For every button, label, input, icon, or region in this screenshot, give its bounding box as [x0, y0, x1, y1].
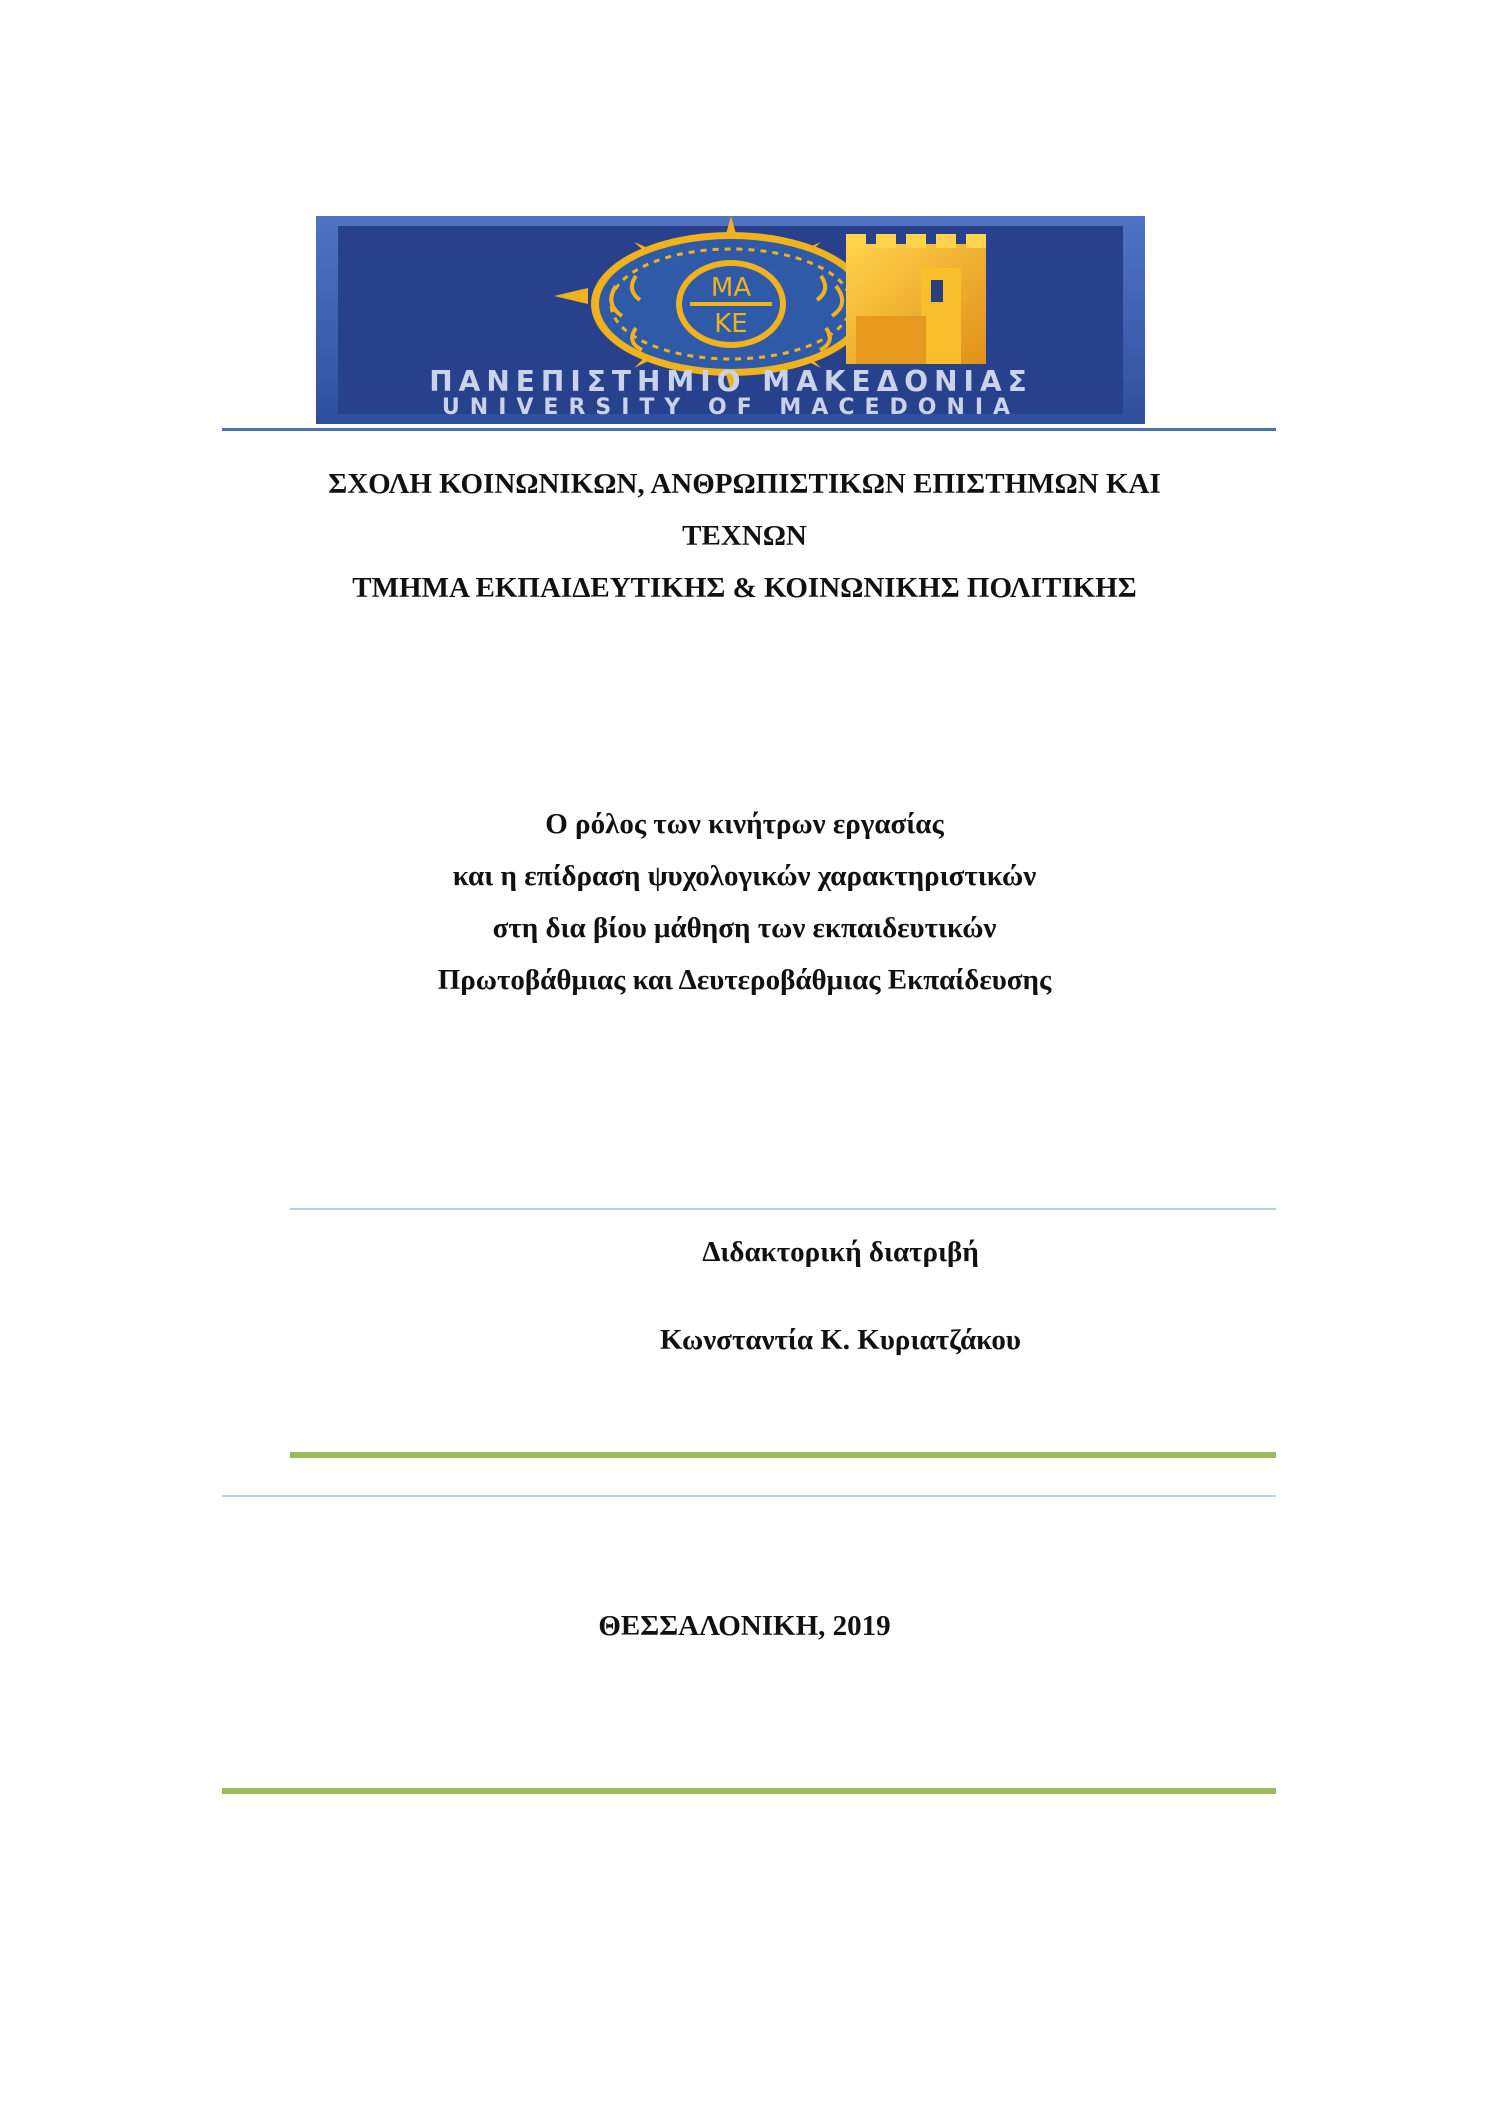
thesis-title-line2: και η επίδραση ψυχολογικών χαρακτηριστικών [452, 860, 1037, 892]
green-rule-bottom [222, 1788, 1276, 1794]
divider-rule-lower [222, 1495, 1276, 1497]
thesis-title-line1: Ο ρόλος των κινήτρων εργασίας [545, 808, 944, 840]
divider-rule [290, 1208, 1276, 1210]
green-rule-top [290, 1452, 1276, 1458]
header-rule [222, 428, 1276, 431]
thesis-title-line3: στη δια βίου μάθηση των εκπαιδευτικών [492, 912, 997, 944]
author-name: Κωνσταντία Κ. Κυριατζάκου [660, 1324, 1021, 1356]
university-logo [316, 216, 1145, 424]
department-name: ΤΜΗΜΑ ΕΚΠΑΙΔΕΥΤΙΚΗΣ & ΚΟΙΝΩΝΙΚΗΣ ΠΟΛΙΤΙΚΗΣ [352, 572, 1137, 604]
logo-text-greek: ΠΑΝΕΠΙΣΤΗΜΙΟ ΜΑΚΕΔΟΝΙΑΣ [429, 365, 1033, 398]
school-name-line1: ΣΧΟΛΗ ΚΟΙΝΩΝΙΚΩΝ, ΑΝΘΡΩΠΙΣΤΙΚΩΝ ΕΠΙΣΤΗΜΩΝ ΚΑΙ [328, 468, 1161, 500]
place-year: ΘΕΣΣΑΛΟΝΙΚΗ, 2019 [598, 1610, 891, 1642]
seal-text-top: ΜΑ [710, 273, 752, 303]
tower-icon [846, 234, 986, 364]
school-name-line2: ΤΕΧΝΩΝ [682, 520, 807, 552]
logo-text-english: UNIVERSITY OF MACEDONIA [441, 395, 1021, 420]
thesis-title-line4: Πρωτοβάθμιας και Δευτεροβάθμιας Εκπαίδευσης [437, 964, 1052, 996]
thesis-type: Διδακτορική διατριβή [702, 1236, 979, 1268]
seal-text-bottom: ΚΕ [714, 309, 748, 339]
